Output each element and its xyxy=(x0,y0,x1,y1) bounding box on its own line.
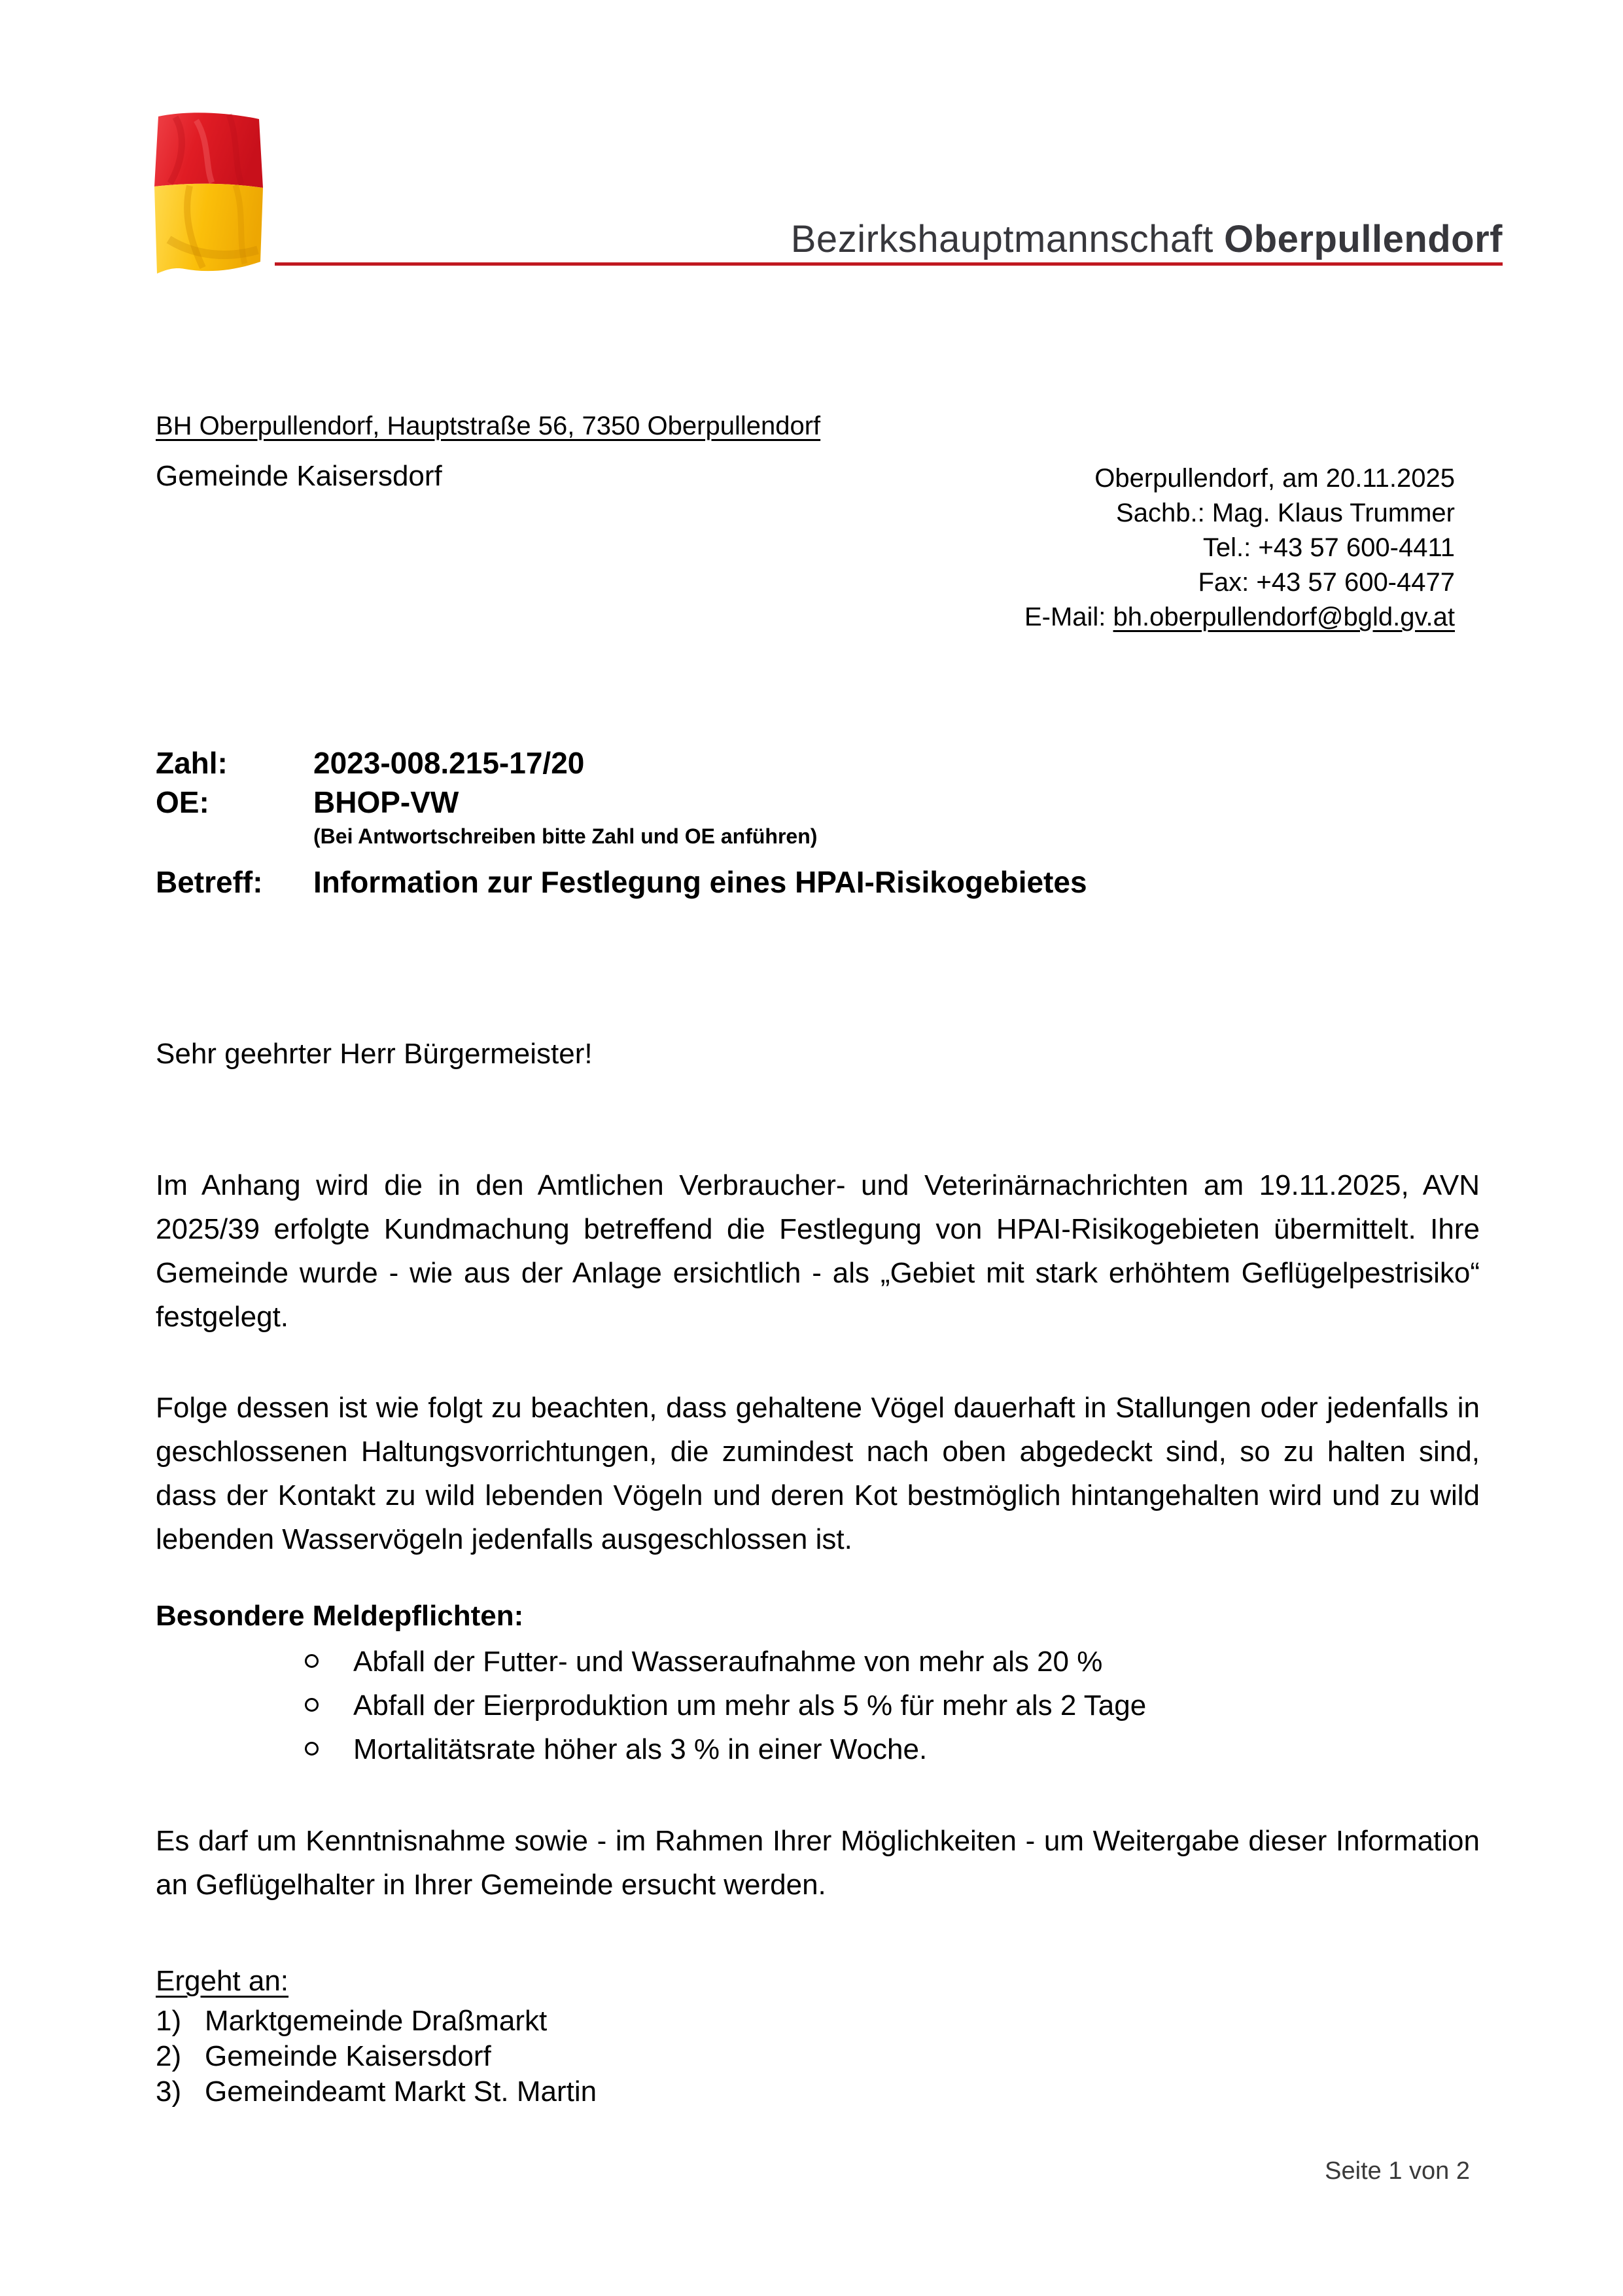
org-title-bold: Oberpullendorf xyxy=(1224,218,1503,260)
contact-block xyxy=(1024,461,1455,635)
header-rule xyxy=(275,262,1503,266)
reference-block xyxy=(156,743,1399,902)
oe-value: BHOP-VW xyxy=(313,785,459,819)
salutation: Sehr geehrter Herr Bürgermeister! xyxy=(156,1038,593,1070)
circle-bullet-icon xyxy=(305,1742,319,1756)
page-number: Seite 1 von 2 xyxy=(1325,2157,1470,2185)
betreff-label: Betreff: xyxy=(156,865,263,899)
circle-bullet-icon xyxy=(305,1654,319,1668)
list-item xyxy=(156,1640,1480,1684)
item-number: 3) xyxy=(156,2075,182,2108)
list-item xyxy=(156,2004,597,2039)
reference-note: (Bei Antwortschreiben bitte Zahl und OE anführen) xyxy=(313,824,818,848)
list-item xyxy=(156,2039,597,2074)
duties-heading: Besondere Meldepflichten: xyxy=(156,1600,524,1632)
item-text: Gemeinde Kaisersdorf xyxy=(205,2040,491,2072)
circle-bullet-icon xyxy=(305,1698,319,1712)
clerk-line: Sachb.: Mag. Klaus Trummer xyxy=(1116,499,1455,527)
recipient-name: Gemeinde Kaisersdorf xyxy=(156,460,442,492)
paragraph-closing-request: Es darf um Kenntnisnahme sowie - im Rahmen Ihrer Möglichkeiten - um Weitergabe dieser Information an Geflügelhalter in Ihrer Gemeinde ersucht werden. xyxy=(156,1825,1480,1901)
email-link[interactable]: bh.oberpullendorf@bgld.gv.at xyxy=(1113,603,1455,631)
item-number: 2) xyxy=(156,2040,182,2072)
oe-label: OE: xyxy=(156,785,209,819)
list-item xyxy=(156,2074,597,2110)
fax-line: Fax: +43 57 600-4477 xyxy=(1198,568,1455,597)
list-item xyxy=(156,1684,1480,1727)
org-title xyxy=(791,217,1503,261)
list-item xyxy=(156,1727,1480,1771)
duties-list xyxy=(156,1640,1480,1771)
distribution-list xyxy=(156,2004,597,2110)
betreff-row xyxy=(156,862,1399,902)
reference-note-row xyxy=(156,822,1399,851)
duty-text: Abfall der Eierproduktion um mehr als 5 % für mehr als 2 Tage xyxy=(353,1689,1147,1722)
zahl-value: 2023-008.215-17/20 xyxy=(313,746,585,780)
zahl-label: Zahl: xyxy=(156,746,228,780)
date-line: Oberpullendorf, am 20.11.2025 xyxy=(1094,464,1455,493)
betreff-value: Information zur Festlegung eines HPAI-Risikogebietes xyxy=(313,865,1087,899)
burgenland-flag-logo xyxy=(149,109,283,275)
paragraph-attachment-info: Im Anhang wird die in den Amtlichen Verbraucher- und Veterinärnachrichten am 19.11.2025, AVN 2025/39 erfolgte Kundmachung betreffend die Festlegung von HPAI-Risikogebieten übermittelt. Ihre Gemeinde wurde - wie aus der Anlage ersichtlich - als „Gebiet mit stark erhöhtem Geflügelpestrisiko“ festgelegt. xyxy=(156,1169,1480,1333)
email-line xyxy=(1024,600,1455,635)
item-text: Gemeindeamt Markt St. Martin xyxy=(205,2075,597,2108)
distribution-heading: Ergeht an: xyxy=(156,1965,289,1997)
item-number: 1) xyxy=(156,2005,182,2037)
duty-text: Mortalitätsrate höher als 3 % in einer Woche. xyxy=(353,1733,928,1765)
email-label: E-Mail: xyxy=(1024,603,1113,631)
paragraph-housing-rules: Folge dessen ist wie folgt zu beachten, dass gehaltene Vögel dauerhaft in Stallungen oder jedenfalls in geschlossenen Haltungsvorrichtungen, die zumindest nach oben abgedeckt sind, so zu halten sind, dass der Kontakt zu wild lebenden Vögeln und deren Kot bestmöglich hintangehalten wird und zu wild lebenden Wasservögeln jedenfalls ausgeschlossen ist. xyxy=(156,1392,1480,1555)
zahl-row xyxy=(156,743,1399,783)
sender-return-address: BH Oberpullendorf, Hauptstraße 56, 7350 Oberpullendorf xyxy=(156,412,821,440)
tel-line: Tel.: +43 57 600-4411 xyxy=(1202,533,1455,562)
org-title-regular: Bezirkshauptmannschaft xyxy=(790,218,1213,260)
item-text: Marktgemeinde Draßmarkt xyxy=(205,2005,548,2037)
duty-text: Abfall der Futter- und Wasseraufnahme von mehr als 20 % xyxy=(353,1646,1103,1678)
oe-row xyxy=(156,783,1399,822)
